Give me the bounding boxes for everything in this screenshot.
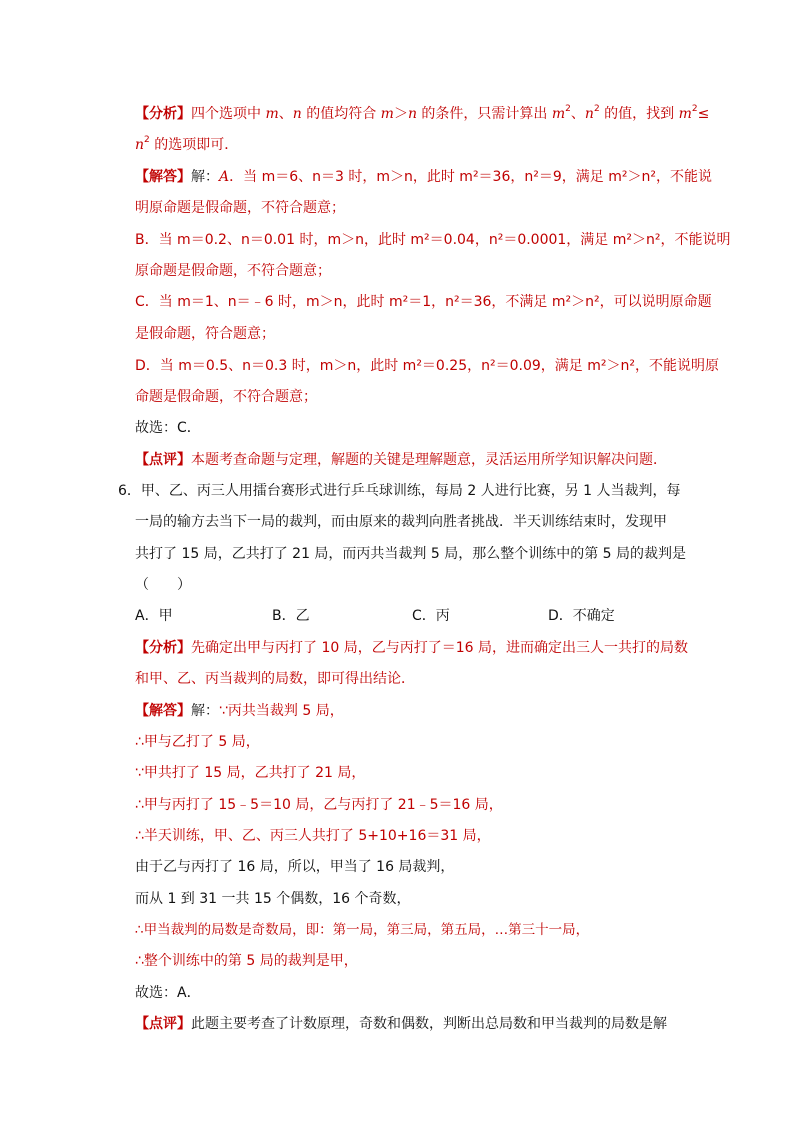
q6-step-6: 由于乙与丙打了 16 局，所以，甲当了 16 局裁判， xyxy=(135,859,455,875)
q6-step-3: ∵甲共打了 15 局，乙共打了 21 局， xyxy=(135,765,366,781)
q6-step-8: ∴甲当裁判的局数是奇数局，即：第一局，第三局，第五局，…第三十一局， xyxy=(135,922,590,938)
q6-stem-line-3: 共打了 15 局，乙共打了 21 局，而丙共当裁判 5 局，那么整个训练中的第 5 局的裁判是 xyxy=(135,546,687,562)
q6-step-7: 而从 1 到 31 一共 15 个偶数，16 个奇数， xyxy=(135,891,411,907)
answer-tag: 【解答】 xyxy=(135,703,191,719)
q5-option-d-line-1: D．当 m＝0.5、n＝0.3 时，m＞n，此时 m²＝0.25，n²＝0.09，满足 m²＞n²，不能说明原 xyxy=(135,358,719,374)
q6-step-4: ∴甲与丙打了 15﹣5＝10 局，乙与丙打了 21﹣5＝16 局， xyxy=(135,797,503,813)
analysis-tag: 【分析】 xyxy=(135,106,191,122)
q5-option-b-line-1: B．当 m＝0.2、n＝0.01 时，m＞n，此时 m²＝0.04，n²＝0.0001，满足 m²＞n²，不能说明 xyxy=(135,232,731,248)
q6-step-5: ∴半天训练，甲、乙、丙三人共打了 5+10+16＝31 局， xyxy=(135,828,491,844)
option-a: A．甲 xyxy=(135,608,173,624)
review-tag: 【点评】 xyxy=(135,1016,191,1032)
q5-option-c-line-1: C．当 m＝1、n＝﹣6 时，m＞n，此时 m²＝1，n²＝36，不满足 m²＞n²，可以说明原命题 xyxy=(135,294,712,310)
option-b: B．乙 xyxy=(272,608,310,624)
q5-answer-line-1: 【解答】解：A．当 m＝6、n＝3 时，m＞n，此时 m²＝36，n²＝9，满足 m²＞n²，不能说 xyxy=(135,169,712,185)
q5-option-c-line-2: 是假命题，符合题意； xyxy=(135,326,275,342)
q5-analysis-line-1 xyxy=(135,105,709,123)
q5-option-b-line-2: 原命题是假命题，不符合题意； xyxy=(135,263,331,279)
q5-choose: 故选：C． xyxy=(135,420,201,436)
q6-answer-line-1: 【解答】解：∵丙共当裁判 5 局， xyxy=(135,703,344,719)
q5-review: 【点评】本题考查命题与定理，解题的关键是理解题意，灵活运用所学知识解决问题． xyxy=(135,452,667,468)
q6-analysis-line-2: 和甲、乙、丙当裁判的局数，即可得出结论． xyxy=(135,671,415,687)
q5-answer-line-2: 明原命题是假命题，不符合题意； xyxy=(135,200,345,216)
q6-review: 【点评】此题主要考查了计数原理，奇数和偶数，判断出总局数和甲当裁判的局数是解 xyxy=(135,1016,667,1032)
option-d: D．不确定 xyxy=(548,608,615,624)
analysis-tag: 【分析】 xyxy=(135,640,191,656)
q6-stem-line-4: （ ） xyxy=(135,577,191,593)
review-tag: 【点评】 xyxy=(135,452,191,468)
q6-choose: 故选：A． xyxy=(135,985,201,1001)
answer-tag: 【解答】 xyxy=(135,169,191,185)
q6-analysis-line-1: 【分析】先确定出甲与丙打了 10 局，乙与丙打了＝16 局，进而确定出三人一共打的局数 xyxy=(135,640,688,656)
option-c: C．丙 xyxy=(412,608,450,624)
analysis-text: 四个选项中 m、n 的值均符合 m＞n 的条件，只需计算出 $m^2$、$n^2$ 的值，找到 $m^2\le$ xyxy=(191,104,710,122)
q5-analysis-line-2: $n^2$ 的选项即可． xyxy=(135,135,239,153)
q6-stem-line-1: 6．甲、乙、丙三人用擂台赛形式进行乒乓球训练，每局 2 人进行比赛，另 1 人当裁判，每 xyxy=(118,483,681,499)
q5-option-d-line-2: 命题是假命题，不符合题意； xyxy=(135,389,317,405)
q6-step-9: ∴整个训练中的第 5 局的裁判是甲， xyxy=(135,953,358,969)
q6-stem-line-2: 一局的输方去当下一局的裁判，而由原来的裁判向胜者挑战．半天训练结束时，发现甲 xyxy=(135,514,667,530)
question-number: 6． xyxy=(118,483,141,499)
q6-step-2: ∴甲与乙打了 5 局， xyxy=(135,734,260,750)
